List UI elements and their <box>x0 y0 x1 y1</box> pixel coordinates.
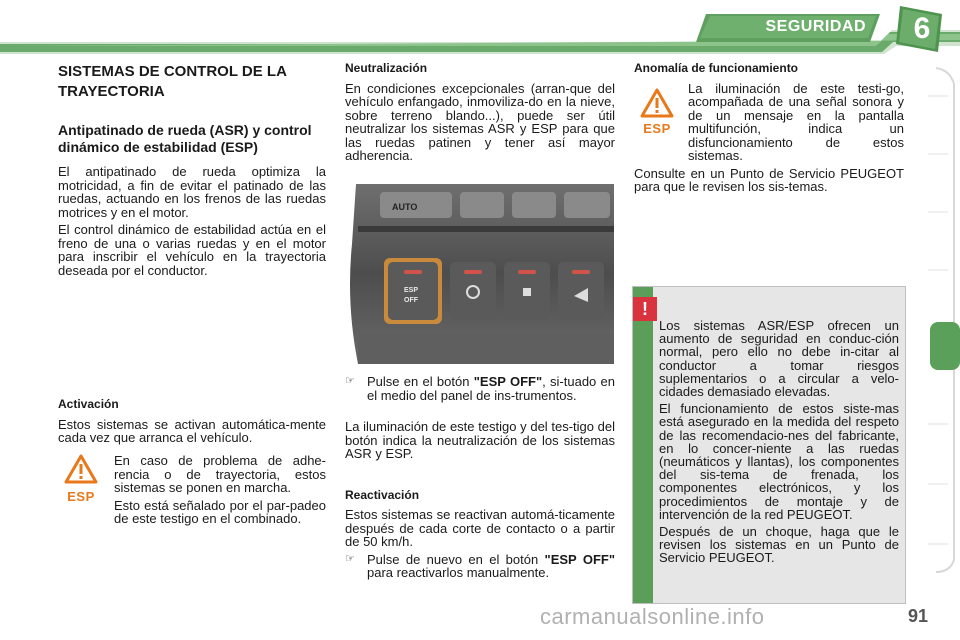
warning-box <box>632 286 906 604</box>
anomaly-text-2: Consulte en un Punto de Servicio PEUGEOT para que le revisen los sis-temas. <box>634 165 904 194</box>
box-text-1: Los sistemas ASR/ESP ofrecen un aumento de seguridad en conduc-ción normal, pero ello no debe in-citar al conductor a tomar riesgos suplementarios o a circular a velo-cidades demasiado elevadas. <box>659 318 899 400</box>
esp-off-label: OFF <box>404 297 418 304</box>
left-column <box>58 62 326 281</box>
esp-icon-label: ESP <box>643 120 671 136</box>
anomaly-text-1: La iluminación de este testi-go, acompañada de una señal sonora y de un mensaje en la pantalla multifunción, indica un disfuncionamiento de estos sistemas. <box>688 80 904 163</box>
bullet1-post: , si-tuado en el medio del panel de ins-trumentos. <box>367 374 616 403</box>
section-subtitle: Antipatinado de rueda (ASR) y control dinámico de estabilidad (ESP) <box>58 122 312 155</box>
anomaly-title: Anomalía de funcionamiento <box>634 61 799 75</box>
reactivation-title: Reactivación <box>345 487 420 502</box>
page-number: 91 <box>908 606 929 626</box>
neutralization-section <box>345 62 615 167</box>
chapter-number: 6 <box>913 12 931 45</box>
esp-warning-icon <box>640 88 674 136</box>
watermark: carmanualsonline.info <box>540 604 765 629</box>
activation-section <box>58 398 326 449</box>
reactivation-text: Estos sistemas se reactivan automá-ticamente después de cada corte de contacto o a partir de 50 km/h. <box>345 507 615 549</box>
chapter-tabs <box>928 64 960 574</box>
bullet2-post: para reactivarlos manualmente. <box>367 565 550 580</box>
neutralization-text-2: La iluminación de este testigo y del tes-tigo del botón indica la neutralización de los sistemas ASR y ESP. <box>345 419 615 461</box>
neutralization-title: Neutralización <box>345 61 428 75</box>
warning-text-2: Esto está señalado por el par-padeo de este testigo en el combinado. <box>114 497 326 526</box>
page-title: SISTEMAS DE CONTROL DE LA TRAYECTORIA <box>58 63 287 100</box>
esp-button-label: ESP <box>404 287 419 294</box>
box-text-3: Después de un choque, haga que le revisen los sistemas en un Punto de Servicio PEUGEOT. <box>659 524 899 566</box>
bullet1-button-name: "ESP OFF" <box>473 374 543 389</box>
activation-title: Activación <box>58 397 119 411</box>
bullet2-pre: Pulse de nuevo en el botón <box>367 551 545 567</box>
pointing-hand-icon: ☞ <box>345 375 355 387</box>
bullet1-pre: Pulse en el botón <box>367 374 474 389</box>
warning-note <box>114 454 326 530</box>
section-title: SEGURIDAD <box>765 18 866 35</box>
esp-icon-label: ESP <box>67 489 95 504</box>
page-header <box>0 0 960 60</box>
anomaly-section <box>634 62 904 198</box>
warning-text-1: En caso de problema de adhe-rencia o de trayectoria, estos sistemas se ponen en marcha. <box>114 453 326 495</box>
activation-text: Estos sistemas se activan automática-mente cada vez que arranca el vehículo. <box>58 416 326 445</box>
exclamation-icon: ! <box>633 297 657 321</box>
pointing-hand-icon: ☞ <box>345 552 355 565</box>
bullet-press-again <box>345 553 615 584</box>
instructions-section <box>345 375 615 584</box>
intro-paragraph-1: El antipatinado de rueda optimiza la motricidad, a fin de evitar el patinado de las ruedas, actuando en los frenos de las ruedas motrices y en el motor. <box>58 164 326 220</box>
box-text-2: El funcionamiento de estos siste-mas está asegurado en la medida del respeto de las recomendacio-nes del fabricante, en lo concer-niente a las ruedas (neumáticos y llantas), los componentes del sis-tema de frenada, los componentes electrónicos, y los procedimientos de montaje y de intervención de la red PEUGEOT. <box>659 401 899 522</box>
bullet-press-esp-off <box>345 375 615 406</box>
warning-box-stripe <box>633 287 653 603</box>
auto-button-label: AUTO <box>392 202 418 212</box>
intro-paragraph-2: El control dinámico de estabilidad actúa en el freno de una o varias ruedas y en el motor para inscribir el vehículo en la trayectoria deseada por el conductor. <box>58 222 326 278</box>
active-chapter-tab <box>930 322 960 370</box>
neutralization-text: En condiciones excepcionales (arran-que del vehículo enfangado, inmoviliza-do en la nieve, sobre terreno blando...), puede ser útil neutralizar los sistemas ASR y ESP para que las ruedas patinen y tener así mayor adherencia. <box>345 80 615 163</box>
bullet2-button-name: "ESP OFF" <box>544 551 615 567</box>
esp-warning-icon <box>64 454 98 502</box>
dashboard-photo <box>346 184 614 364</box>
